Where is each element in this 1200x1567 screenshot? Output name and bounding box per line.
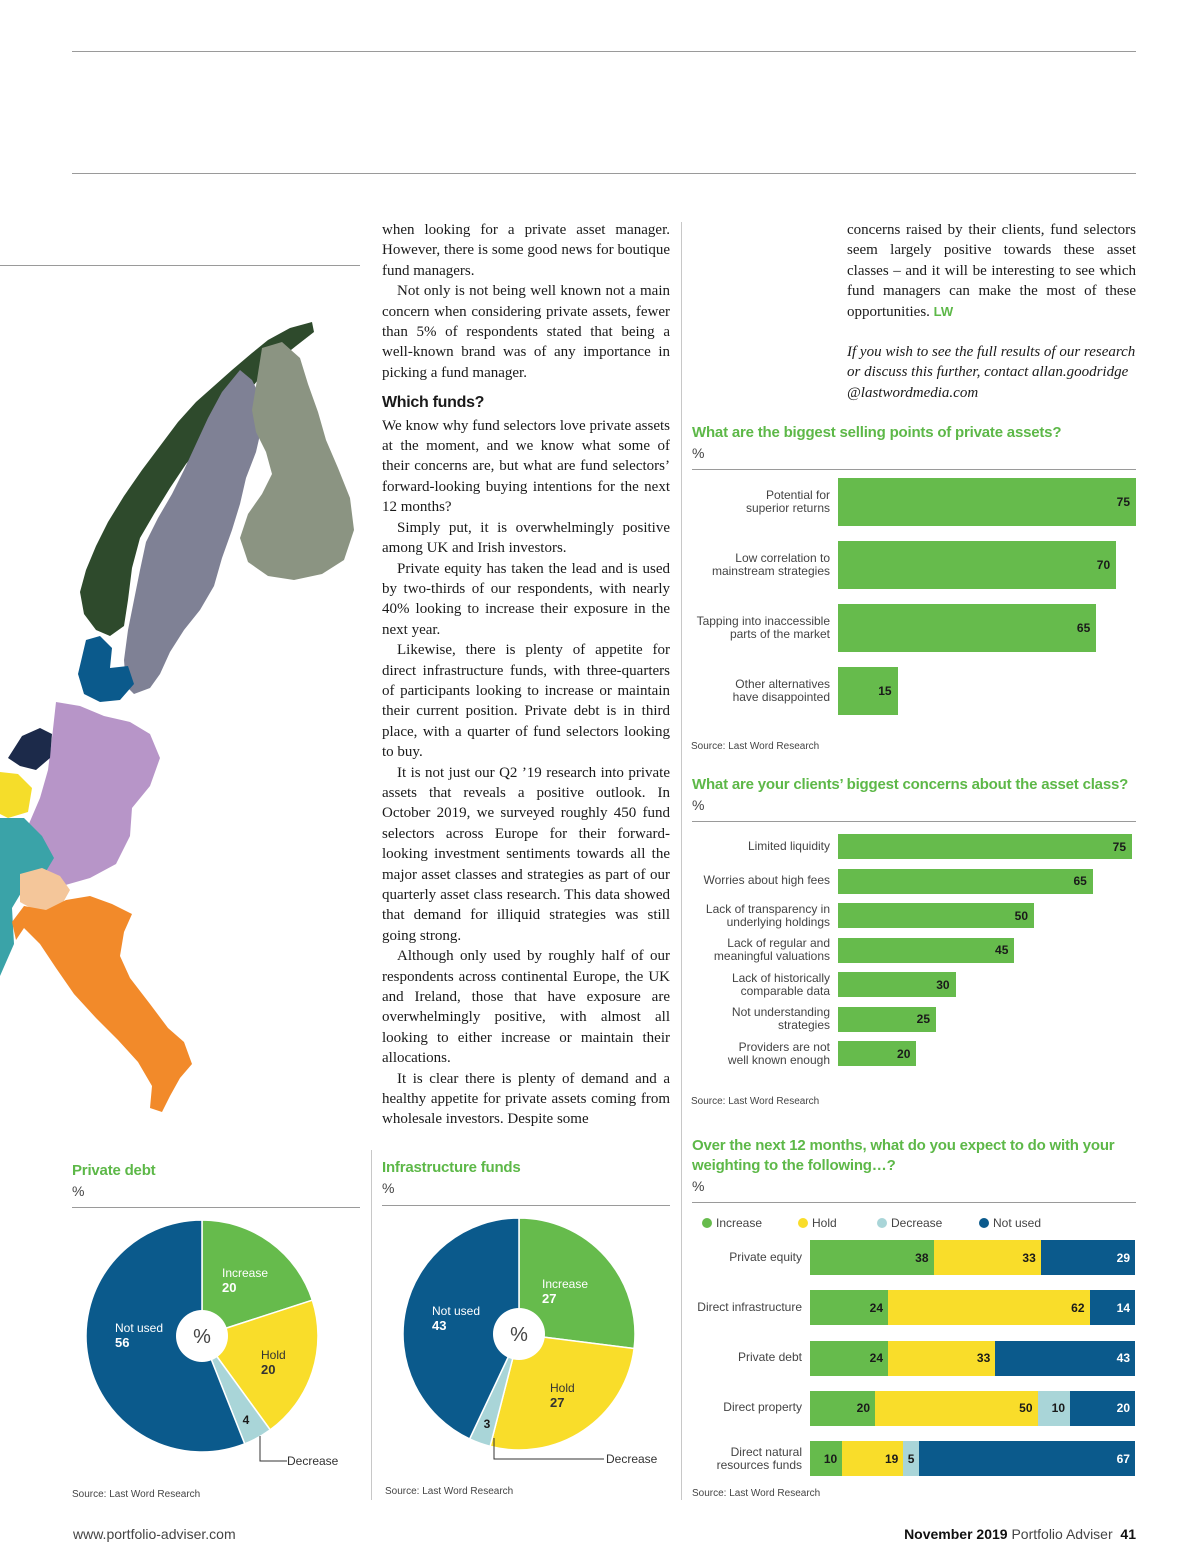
weighting-source: Source: Last Word Research — [692, 1488, 821, 1499]
stacked-segment-decrease — [903, 1441, 919, 1476]
bar-value-label: 70 — [1096, 558, 1111, 572]
stacked-segment-hold — [875, 1391, 1038, 1426]
stacked-segment-value: 10 — [823, 1451, 838, 1466]
stacked-segment-value: 50 — [1019, 1401, 1033, 1416]
stacked-segment-value: 20 — [856, 1401, 870, 1416]
legend-swatch — [979, 1218, 989, 1228]
pie-slice-label: Not used — [432, 1304, 481, 1318]
weighting-chart-title: Over the next 12 months, what do you expect to do with your weighting to the following…? — [692, 1137, 1115, 1174]
pie-value-label: 43 — [432, 1318, 447, 1333]
bar-value-label: 25 — [916, 1012, 930, 1026]
stacked-segment-hold — [888, 1341, 995, 1376]
bar-category-label — [670, 552, 830, 578]
bar-category-label — [670, 937, 830, 963]
stacked-segment-hold — [842, 1441, 903, 1476]
stacked-segment-value: 29 — [1116, 1250, 1130, 1265]
infrastructure-unit: % — [382, 1180, 395, 1196]
bar-value-label: 15 — [878, 684, 892, 698]
stacked-segment-decrease — [1038, 1391, 1071, 1426]
pie-slice-label: Increase — [222, 1266, 269, 1280]
selling-points-rule — [692, 469, 1136, 470]
map-rule — [0, 265, 360, 266]
pie-value-label: 20 — [222, 1280, 237, 1295]
pie-value-label: 3 — [483, 1417, 491, 1431]
section-heading: Which funds? — [382, 394, 485, 412]
article-paragraph: when looking for a private asset manager. However, there is some good news for boutique fund managers. — [382, 222, 670, 279]
map-denmark — [78, 636, 134, 702]
weighting-rule — [692, 1202, 1136, 1203]
bar-category-label-line: meaningful valuations — [713, 949, 830, 963]
article-paragraph-closing — [847, 220, 1136, 322]
map-netherlands — [8, 728, 52, 770]
bar-value-label: 75 — [1116, 495, 1130, 509]
stacked-segment-value: 62 — [1071, 1300, 1085, 1315]
pie-leader-line — [260, 1436, 287, 1461]
pie-slice-label: Not used — [115, 1321, 164, 1335]
bar-category-label-line: Not understanding — [731, 1005, 830, 1019]
stacked-segment-value: 24 — [869, 1300, 883, 1315]
selling-points-chart-title: What are the biggest selling points of private assets? — [692, 424, 1062, 441]
stacked-segment-not-used — [1090, 1290, 1136, 1325]
stacked-segment-value: 43 — [1116, 1351, 1130, 1366]
stacked-segment-increase — [810, 1441, 842, 1476]
concerns-unit: % — [692, 797, 705, 813]
legend-label: Not used — [993, 1216, 1042, 1230]
stacked-category-label-line: resources funds — [716, 1457, 802, 1472]
stacked-category-label-line: Direct natural — [730, 1444, 802, 1459]
legend-item — [798, 1216, 837, 1230]
lw-signature: LW — [933, 303, 954, 319]
bar — [838, 541, 1116, 589]
bar — [838, 903, 1034, 928]
bar — [838, 1041, 916, 1066]
article-paragraph: Although only used by roughly half of our respondents across continental Europe, the UK and Ireland, those that have exposure are overwhelmingly positive, with almost all looking to either increase or maintain their allocations. — [382, 948, 670, 1067]
bar-value-label: 20 — [897, 1046, 911, 1061]
bar — [838, 604, 1096, 652]
stacked-segment-hold — [888, 1290, 1090, 1325]
article-paragraph: It is clear there is plenty of demand and a healthy appetite for private assets coming from wholesale investors. Despite some — [382, 1070, 670, 1128]
pie-slice-label: Decrease — [287, 1454, 339, 1468]
infrastructure-rule — [382, 1205, 670, 1206]
footer-publication: Portfolio Adviser — [1011, 1526, 1113, 1542]
bar-category-label — [670, 903, 830, 929]
bar-category-label-line: underlying holdings — [726, 914, 830, 929]
private-debt-source: Source: Last Word Research — [72, 1489, 201, 1500]
closing-text: concerns raised by their clients, fund selectors seem largely positive towards these asset classes – and it will be interesting to see which fund managers can make the most of these opportunities. — [847, 222, 1136, 320]
legend-swatch — [877, 1218, 887, 1228]
bar-category-label-line: Providers are not — [738, 1039, 830, 1054]
stacked-category-label-line: Direct infrastructure — [697, 1299, 802, 1314]
bar — [838, 1007, 936, 1032]
pie-center-label: % — [193, 1326, 211, 1348]
column-divider — [681, 222, 682, 1500]
bar-category-label-line: Lack of regular and — [727, 936, 830, 950]
pie-slice-label: Hold — [550, 1381, 575, 1395]
infrastructure-source: Source: Last Word Research — [385, 1486, 514, 1497]
pie-value-label: 27 — [550, 1395, 565, 1410]
selling-points-source: Source: Last Word Research — [691, 741, 820, 752]
bar — [838, 834, 1132, 859]
bar-category-label-line: Worries about high fees — [703, 873, 830, 887]
article-paragraph: Private equity has taken the lead and is used by two-thirds of our respondents, with nearly 40% looking to increase their exposure in the next year. — [382, 560, 670, 638]
bar-value-label: 45 — [995, 943, 1009, 957]
weighting-unit: % — [692, 1178, 705, 1194]
bar-category-label-line: strategies — [777, 1018, 830, 1032]
private-debt-chart-title: Private debt — [72, 1162, 156, 1179]
stacked-segment-value: 20 — [1116, 1401, 1130, 1416]
stacked-segment-increase — [810, 1240, 934, 1275]
header-rule — [72, 173, 1136, 174]
article-paragraph: Simply put, it is overwhelmingly positive among UK and Irish investors. — [382, 519, 670, 557]
stacked-segment-value: 33 — [976, 1351, 991, 1366]
bar — [838, 869, 1093, 894]
bar — [838, 972, 956, 997]
stacked-segment-value: 10 — [1051, 1401, 1065, 1416]
page-number: 41 — [1120, 1526, 1136, 1542]
pie-center-label: % — [510, 1324, 528, 1346]
bar-category-label-line: comparable data — [740, 983, 830, 998]
stacked-segment-value: 38 — [915, 1250, 929, 1265]
stacked-segment-value: 67 — [1116, 1451, 1130, 1466]
stacked-segment-not-used — [995, 1341, 1135, 1376]
bar-category-label — [670, 489, 830, 515]
legend-item — [877, 1216, 942, 1230]
bar-category-label — [670, 874, 830, 887]
map-belgium — [0, 772, 32, 818]
legend-item — [702, 1216, 762, 1230]
bar-category-label-line: well known enough — [727, 1052, 830, 1067]
bar-category-label-line: superior returns — [745, 501, 830, 515]
bar-category-label-line: mainstream strategies — [711, 564, 830, 578]
bar-category-label — [670, 678, 830, 704]
stacked-segment-value: 33 — [1022, 1250, 1036, 1265]
article-column-2 — [847, 220, 1136, 403]
concerns-chart-title: What are your clients’ biggest concerns about the asset class? — [692, 776, 1129, 793]
legend-swatch — [702, 1218, 712, 1228]
map-italy — [12, 896, 192, 1112]
bar-category-label — [670, 1006, 830, 1032]
article-column-1 — [382, 220, 670, 1130]
bar — [838, 667, 898, 715]
footer-issue — [904, 1526, 1136, 1542]
legend-item — [979, 1216, 1041, 1230]
private-debt-pie-chart — [72, 1210, 372, 1480]
infrastructure-pie-chart — [382, 1208, 682, 1478]
stacked-segment-not-used — [1041, 1240, 1135, 1275]
private-debt-unit: % — [72, 1183, 85, 1199]
stacked-category-label-line: Private equity — [729, 1249, 802, 1264]
article-paragraph: Not only is not being well known not a main concern when considering private assets, fewer than 5% of respondents stated that being a well-known brand was of any importance in picking a fund manager. — [382, 283, 670, 381]
stacked-segment-value: 14 — [1116, 1300, 1130, 1315]
legend-swatch — [798, 1218, 808, 1228]
bar-value-label: 30 — [936, 977, 950, 992]
bar-category-label-line: have disappointed — [732, 690, 830, 704]
pie-slice-label: Hold — [261, 1348, 286, 1362]
stacked-segment-value: 19 — [884, 1451, 899, 1466]
column-divider — [371, 1150, 372, 1500]
legend-label: Decrease — [891, 1216, 943, 1230]
stacked-segment-not-used — [919, 1441, 1135, 1476]
top-rule — [72, 51, 1136, 52]
pie-value-label: 27 — [542, 1291, 557, 1306]
legend-label: Hold — [812, 1216, 837, 1230]
article-paragraph: We know why fund selectors love private assets at the moment, and we know what some of their concerns are, but what are fund selectors’ forward-looking buying intentions for the next 12 months? — [382, 417, 670, 516]
stacked-segment-increase — [810, 1341, 888, 1376]
bar-category-label — [670, 840, 830, 853]
contact-note: If you wish to see the full results of our research or discuss this further, contact allan.goodridge @lastwordmedia.com — [847, 344, 1136, 401]
private-debt-rule — [72, 1207, 360, 1208]
bar-category-label-line: parts of the market — [729, 627, 830, 641]
stacked-category-label-line: Private debt — [737, 1350, 802, 1365]
bar-category-label-line: Other alternatives — [735, 677, 830, 691]
bar — [838, 478, 1136, 526]
article-paragraph: Likewise, there is plenty of appetite for direct infrastructure funds, with three-quarters of participants looking to increase or maintain their current position. Private debt is in third place, with a quarter of fund selectors looking to buy. — [382, 642, 670, 761]
bar-value-label: 75 — [1112, 839, 1126, 854]
concerns-rule — [692, 821, 1136, 822]
concerns-source: Source: Last Word Research — [691, 1096, 820, 1107]
pie-slice-label: Decrease — [606, 1452, 658, 1466]
stacked-category-label-line: Direct property — [723, 1400, 802, 1415]
bar-category-label — [670, 1041, 830, 1067]
bar-category-label-line: Lack of historically — [731, 970, 830, 985]
bar-value-label: 50 — [1014, 908, 1028, 923]
bar-value-label: 65 — [1076, 621, 1091, 635]
pie-value-label: 4 — [242, 1413, 250, 1427]
bar-category-label — [670, 972, 830, 998]
stacked-segment-value: 5 — [907, 1451, 915, 1466]
infrastructure-chart-title: Infrastructure funds — [382, 1159, 521, 1176]
stacked-segment-hold — [934, 1240, 1041, 1275]
stacked-segment-increase — [810, 1391, 875, 1426]
footer-url: www.portfolio-adviser.com — [73, 1526, 236, 1542]
bar — [838, 938, 1014, 963]
bar-value-label: 65 — [1073, 874, 1087, 888]
stacked-segment-increase — [810, 1290, 888, 1325]
bar-category-label-line: Limited liquidity — [747, 838, 830, 853]
selling-points-unit: % — [692, 445, 705, 461]
bar-category-label — [670, 615, 830, 641]
stacked-segment-value: 24 — [869, 1351, 883, 1366]
article-paragraph: It is not just our Q2 ’19 research into private assets that reveals a positive outlook. In October 2019, we surveyed roughly 450 fund selectors across Europe for their forward-looking investment sentiments towards all the major asset classes and strategies as part of our quarterly asset class research. This data showed that demand for illiquid strategies was still going strong. — [382, 764, 670, 944]
stacked-segment-not-used — [1070, 1391, 1135, 1426]
pie-value-label: 20 — [261, 1362, 276, 1377]
bar-category-label-line: Low correlation to — [735, 551, 830, 565]
footer-date: November 2019 — [904, 1526, 1008, 1542]
europe-map-illustration — [0, 318, 360, 1118]
bar-category-label-line: Tapping into inaccessible — [696, 614, 830, 628]
bar-category-label-line: Lack of transparency in — [705, 901, 830, 916]
pie-slice-label: Increase — [542, 1277, 589, 1291]
pie-value-label: 56 — [115, 1335, 130, 1350]
legend-label: Increase — [716, 1216, 763, 1230]
bar-category-label-line: Potential for — [765, 488, 830, 502]
